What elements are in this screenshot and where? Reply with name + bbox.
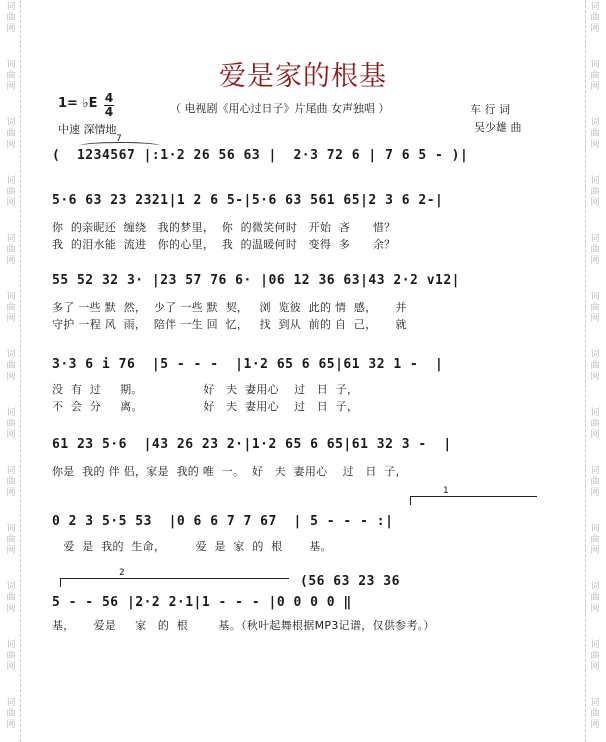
watermark-text: 词 曲 网 (6, 582, 16, 614)
watermark-text: 词 曲 网 (590, 60, 600, 92)
notation-extra: (56 63 23 36 (300, 574, 400, 589)
watermark-text: 词 曲 网 (590, 582, 600, 614)
watermark-text: 词 曲 网 (590, 524, 600, 556)
notation-line-4: 3·3 6 i 76 |5 - - - |1·2 65 6 65|61 32 1 - | (52, 357, 444, 372)
watermark-text: 词 曲 网 (590, 234, 600, 266)
tuplet-number: 7 (116, 134, 122, 144)
watermark-text: 词 曲 网 (6, 350, 16, 382)
watermark-text: 词 曲 网 (590, 118, 600, 150)
watermark-text: 词 曲 网 (590, 408, 600, 440)
notation-line-2: 5·6 63 23 2321|1 2 6 5-|5·6 63 561 65|2 3 6 2-| (52, 193, 444, 208)
watermark-text: 词 曲 网 (6, 234, 16, 266)
lyric-line-3a: 多了 一些 默 然， 少了 一些 默 契， 浏 览彼 此的 情 感， 并 (52, 301, 407, 314)
lyricist: 车 行 词 (470, 103, 510, 116)
watermark-text: 词 曲 网 (590, 466, 600, 498)
watermark-text: 词 曲 网 (6, 640, 16, 672)
notation-line-3: 55 52 32 3· |23 57 76 6· |06 12 36 63|43 2·2 v12| (52, 273, 461, 288)
volta-bracket-1 (410, 486, 537, 505)
lyric-line-6: 爱 是 我的 生命， 爱 是 家 的 根 基。 (52, 540, 332, 553)
watermark-text: 词 曲 网 (6, 176, 16, 208)
lyric-line-2b: 我 的泪水能 流进 你的心里， 我 的温暖何时 变得 多 余？ (52, 238, 396, 251)
lyric-line-4b: 不 会 分 离。 好 夫 妻用心 过 日 子， (52, 400, 359, 413)
watermark-text: 词 曲 网 (6, 292, 16, 324)
watermark-text: 词 曲 网 (6, 698, 16, 730)
watermark-text: 词 曲 网 (590, 350, 600, 382)
volta-number-2: 2 (119, 568, 125, 578)
lyric-line-3b: 守护 一程 风 雨， 陪伴 一生 回 忆， 找 到从 前的 自 己， 就 (52, 318, 407, 331)
watermark-text: 词 曲 网 (6, 408, 16, 440)
tempo-marking: 中速 深情地 (58, 123, 117, 136)
watermark-text: 词 曲 网 (590, 698, 600, 730)
volta-number-1: 1 (443, 486, 449, 496)
time-signature (104, 93, 114, 118)
watermark-text: 词 曲 网 (6, 466, 16, 498)
volta-bracket-2 (60, 568, 289, 587)
left-border (20, 0, 21, 742)
time-bottom: 4 (104, 105, 114, 119)
lyric-line-4a: 没 有 过 期。 好 夫 妻用心 过 日 子， (52, 383, 359, 396)
watermark-text: 词 曲 网 (6, 118, 16, 150)
watermark-text: 词 曲 网 (6, 524, 16, 556)
composer: 吴少雄 曲 (474, 121, 522, 134)
song-title: 爱是家的根基 (219, 61, 387, 92)
lyric-line-2a: 你 的亲昵还 缠绕 我的梦里， 你 的微笑何时 开始 吝 惜？ (52, 221, 396, 234)
watermark-text: 词 曲 网 (6, 60, 16, 92)
watermark-text: 词 曲 网 (590, 292, 600, 324)
notation-line-5: 61 23 5·6 |43 26 23 2·|1·2 65 6 65|61 32 3 - | (52, 437, 452, 452)
notation-line-6: 0 2 3 5·5 53 |0 6 6 7 7 67 | 5 - - - :| (52, 514, 394, 529)
song-source: （ 电视剧《用心过日子》片尾曲 女声独唱 ） (170, 102, 390, 115)
lyric-line-5: 你是 我的 伴 侣，家是 我的 唯 一。 好 夫 妻用心 过 日 子， (52, 465, 407, 478)
watermark-text: 词 曲 网 (6, 2, 16, 34)
notation-line-7: 5 - - 56 |2·2 2·1|1 - - - |0 0 0 0 ‖ (52, 595, 352, 610)
key-signature: 1= ♭E (58, 96, 98, 111)
watermark-text: 词 曲 网 (590, 640, 600, 672)
right-border (585, 0, 586, 742)
time-top: 4 (104, 91, 114, 105)
watermark-text: 词 曲 网 (590, 176, 600, 208)
lyric-line-7: 基， 爱是 家 的 根 基。（秋叶起舞根据MP3记谱，仅供参考。） (52, 619, 435, 632)
notation-line-1: ( 1234567 |:1·2 26 56 63 | 2·3 72 6 | 7 6 5 - )| (52, 148, 469, 163)
watermark-text: 词 曲 网 (590, 2, 600, 34)
